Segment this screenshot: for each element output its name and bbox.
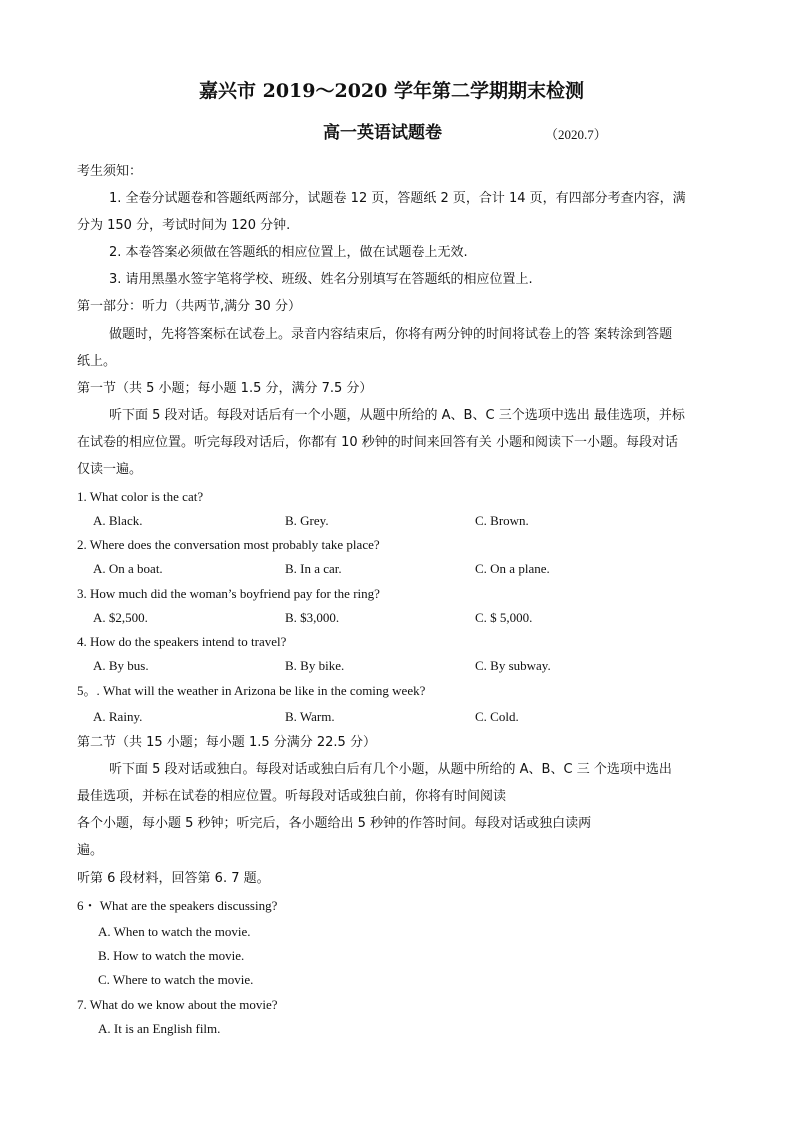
- section1-intro: 听下面 5 段对话。每段对话后有一个小题，从题中所给的 A、B、C 三个选项中选出 最佳选项，并标: [109, 408, 685, 423]
- material-6-heading: 听第 6 段材料，回答第 6. 7 题。: [77, 871, 270, 886]
- question-2: 2. Where does the conversation most probably take place?: [77, 537, 380, 552]
- q1-option-a: A. Black.: [93, 513, 143, 528]
- part1-intro-cont: 纸上。: [77, 354, 117, 369]
- notice-item-3: 3. 请用黑墨水签字笔将学校、班级、姓名分别填写在答题纸的相应位置上.: [109, 272, 533, 287]
- notice-item-1-cont: 分为 150 分，考试时间为 120 分钟.: [77, 218, 291, 233]
- exam-date: （2020.7）: [545, 127, 607, 142]
- q1-option-c: C. Brown.: [475, 513, 529, 528]
- section2-intro-cont3: 遍。: [77, 843, 104, 858]
- q2-option-b: B. In a car.: [285, 561, 342, 576]
- section2-intro-cont: 最佳选项，并标在试卷的相应位置。听每段对话或独白前，你将有时间阅读: [77, 789, 507, 804]
- question-7: 7. What do we know about the movie?: [77, 997, 278, 1012]
- part1-intro: 做题时，先将答案标在试卷上。录音内容结束后，你将有两分钟的时间将试卷上的答 案转涂到答题: [109, 327, 673, 342]
- q5-option-c: C. Cold.: [475, 709, 519, 724]
- q3-option-a: A. $2,500.: [93, 610, 148, 625]
- section2-intro-cont2: 各个小题，每小题 5 秒钟；听完后，各小题给出 5 秒钟的作答时间。每段对话或独白读两: [77, 816, 592, 831]
- page-title: 嘉兴市 2019～2020 学年第二学期期末检测: [199, 80, 584, 102]
- notice-item-1: 1. 全卷分试题卷和答题纸两部分，试题卷 12 页，答题纸 2 页，合计 14 页，有四部分考查内容，满: [109, 191, 686, 206]
- page-subtitle: 高一英语试题卷: [323, 123, 442, 143]
- question-1: 1. What color is the cat?: [77, 489, 204, 504]
- q5-option-b: B. Warm.: [285, 709, 335, 724]
- q6-option-a: A. When to watch the movie.: [98, 924, 251, 939]
- q5-option-a: A. Rainy.: [93, 709, 143, 724]
- q4-option-b: B. By bike.: [285, 658, 345, 673]
- q6-option-c: C. Where to watch the movie.: [98, 972, 254, 987]
- notice-item-2: 2. 本卷答案必须做在答题纸的相应位置上，做在试题卷上无效.: [109, 245, 468, 260]
- question-4: 4. How do the speakers intend to travel?: [77, 634, 287, 649]
- section2-intro: 听下面 5 段对话或独白。每段对话或独白后有几个小题，从题中所给的 A、B、C 三 个选项中选出: [109, 762, 672, 777]
- q7-option-a: A. It is an English film.: [98, 1021, 221, 1036]
- q2-option-a: A. On a boat.: [93, 561, 163, 576]
- question-6: 6・ What are the speakers discussing?: [77, 898, 278, 913]
- notice-heading: 考生须知：: [77, 164, 143, 179]
- q1-option-b: B. Grey.: [285, 513, 329, 528]
- section1-heading: 第一节（共 5 小题；每小题 1.5 分，满分 7.5 分）: [77, 381, 373, 396]
- q3-option-b: B. $3,000.: [285, 610, 340, 625]
- section1-intro-cont: 在试卷的相应位置。听完每段对话后，你都有 10 秒钟的时间来回答有关 小题和阅读下一小题。每段对话: [77, 435, 678, 450]
- q2-option-c: C. On a plane.: [475, 561, 550, 576]
- q4-option-a: A. By bus.: [93, 658, 149, 673]
- part1-heading: 第一部分：听力（共两节,满分 30 分）: [77, 299, 301, 314]
- section1-intro-cont2: 仅读一遍。: [77, 462, 143, 477]
- q4-option-c: C. By subway.: [475, 658, 551, 673]
- question-5: 5。. What will the weather in Arizona be like in the coming week?: [77, 683, 426, 698]
- q6-option-b: B. How to watch the movie.: [98, 948, 245, 963]
- section2-heading: 第二节（共 15 小题；每小题 1.5 分满分 22.5 分）: [77, 735, 376, 750]
- q3-option-c: C. $ 5,000.: [475, 610, 533, 625]
- question-3: 3. How much did the woman’s boyfriend pay for the ring?: [77, 586, 380, 601]
